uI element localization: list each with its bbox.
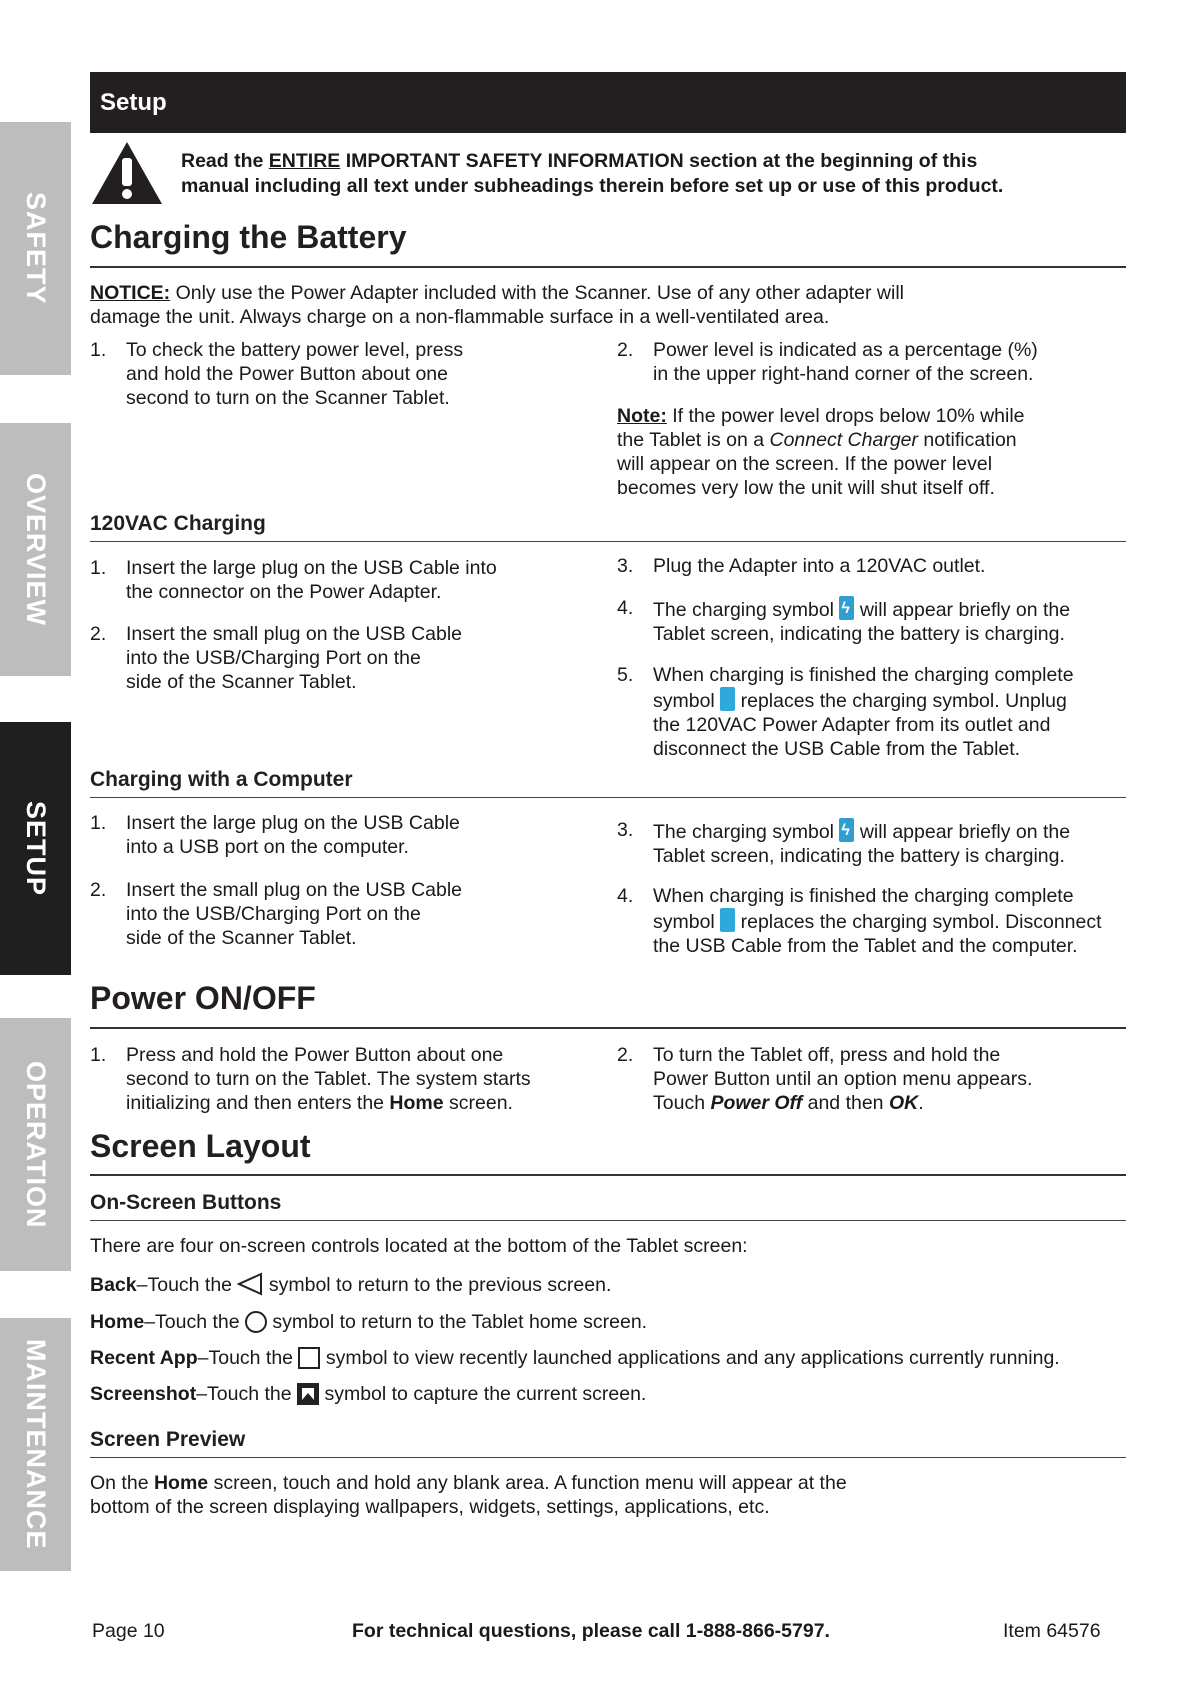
text-fragment: The charging symbol xyxy=(653,821,840,843)
text-fragment: Home xyxy=(153,1472,209,1494)
list-item-number: 2. xyxy=(617,1044,634,1066)
tab-maintenance[interactable] xyxy=(0,1318,71,1571)
divider xyxy=(90,266,1126,268)
text-fragment: initializing and then enters the xyxy=(126,1092,390,1114)
heading-charging-battery: Charging the Battery xyxy=(90,219,407,255)
heading-screen-preview: Screen Preview xyxy=(90,1428,246,1451)
note-line3: will appear on the screen. If the power level xyxy=(617,453,993,475)
divider xyxy=(90,1027,1126,1029)
tab-operation-label: OPERATION xyxy=(21,1060,51,1229)
tab-operation[interactable] xyxy=(0,1018,71,1271)
list-item-line: Power Button until an option menu appears. xyxy=(653,1068,1033,1090)
list-item-number: 4. xyxy=(617,885,634,907)
list-item-line: Tablet screen, indicating the battery is charging. xyxy=(653,623,1065,645)
tab-setup[interactable] xyxy=(0,722,71,975)
list-item-line: in the upper right-hand corner of the screen. xyxy=(653,363,1034,385)
list-item-line: Power level is indicated as a percentage (%) xyxy=(653,339,1038,361)
list-item-line: second to turn on the Tablet. The system starts xyxy=(126,1068,531,1090)
text-fragment: will appear briefly on the xyxy=(854,599,1071,621)
text-fragment: –Touch the xyxy=(136,1274,238,1296)
text-fragment: and then xyxy=(802,1092,889,1114)
text-fragment: Touch xyxy=(653,1092,711,1114)
list-item-line: When charging is finished the charging complete xyxy=(653,885,1074,907)
heading-computer-charging: Charging with a Computer xyxy=(90,768,353,791)
list-item-line: second to turn on the Scanner Tablet. xyxy=(126,387,450,409)
notice-paragraph xyxy=(90,281,1120,329)
note-line2a: the Tablet is on a xyxy=(617,429,770,451)
text-fragment: replaces the charging symbol. Unplug xyxy=(735,690,1067,712)
text-fragment: The charging symbol xyxy=(653,599,840,621)
text-fragment: symbol to view recently launched applications and any applications currently running. xyxy=(320,1347,1060,1369)
tab-maintenance-label: MAINTENANCE xyxy=(21,1339,51,1550)
recent-app-label: Recent App xyxy=(90,1347,198,1369)
recent-app-square-icon xyxy=(298,1347,320,1369)
text-fragment: On the xyxy=(90,1472,154,1494)
list-item-number: 2. xyxy=(617,339,634,361)
list-item-line xyxy=(653,596,1070,622)
notice-line2: damage the unit. Always charge on a non-flammable surface in a well-ventilated area. xyxy=(90,306,830,328)
warning-text-entire: ENTIRE xyxy=(268,150,341,172)
list-item-line xyxy=(126,1091,531,1115)
text-fragment: symbol xyxy=(653,690,721,712)
list-item-number: 5. xyxy=(617,664,634,686)
tab-overview-label: OVERVIEW xyxy=(21,472,51,627)
warning-text-post: IMPORTANT SAFETY INFORMATION section at the beginning of this xyxy=(340,150,978,172)
text-fragment: symbol to return to the previous screen. xyxy=(263,1274,612,1296)
list-item-number: 1. xyxy=(90,557,107,579)
footer-item-number: Item 64576 xyxy=(1003,1620,1101,1642)
text-fragment: Power Off xyxy=(710,1092,803,1114)
text-fragment: –Touch the xyxy=(144,1311,246,1333)
list-item-line: When charging is finished the charging complete xyxy=(653,664,1074,686)
divider xyxy=(90,1457,1126,1458)
home-circle-icon xyxy=(245,1311,267,1333)
tab-safety-label: SAFETY xyxy=(21,192,51,305)
text-fragment: bottom of the screen displaying wallpapers, widgets, settings, applications, etc. xyxy=(90,1496,770,1518)
screenshot-label: Screenshot xyxy=(90,1383,197,1405)
footer-page-number: Page 10 xyxy=(92,1620,165,1642)
text-fragment: –Touch the xyxy=(197,1347,299,1369)
tab-safety[interactable] xyxy=(0,122,71,375)
text-fragment: . xyxy=(918,1092,924,1114)
text-fragment: will appear briefly on the xyxy=(854,821,1071,843)
list-item-line: disconnect the USB Cable from the Tablet. xyxy=(653,738,1021,760)
section-header-title: Setup xyxy=(100,89,167,116)
note-paragraph xyxy=(617,404,1127,500)
warning-text-pre: Read the xyxy=(181,150,269,172)
recent-app-description xyxy=(90,1346,1130,1370)
list-item-line xyxy=(653,908,1102,934)
list-item-line: into the USB/Charging Port on the xyxy=(126,647,421,669)
notice-line1: Only use the Power Adapter included with the Scanner. Use of any other adapter will xyxy=(170,282,905,304)
heading-onscreen-buttons: On-Screen Buttons xyxy=(90,1191,282,1214)
list-item-line: To check the battery power level, press xyxy=(126,339,464,361)
warning-icon xyxy=(90,140,164,206)
screenshot-description xyxy=(90,1382,646,1406)
list-item-line: the 120VAC Power Adapter from its outlet and xyxy=(653,714,1051,736)
safety-warning xyxy=(181,149,1121,199)
heading-power: Power ON/OFF xyxy=(90,980,316,1016)
note-line2c: notification xyxy=(918,429,1017,451)
text-fragment: replaces the charging symbol. Disconnect xyxy=(735,911,1102,933)
text-fragment: screen, touch and hold any blank area. A function menu will appear at the xyxy=(208,1472,847,1494)
list-item-line: Insert the large plug on the USB Cable into xyxy=(126,557,497,579)
text-fragment: –Touch the xyxy=(196,1383,298,1405)
list-item-line: into a USB port on the computer. xyxy=(126,836,409,858)
note-label: Note: xyxy=(617,405,667,427)
divider xyxy=(90,541,1126,542)
list-item-line: Insert the small plug on the USB Cable xyxy=(126,623,463,645)
list-item-number: 1. xyxy=(90,1044,107,1066)
note-line4: becomes very low the unit will shut itself off. xyxy=(617,477,995,499)
list-item-number: 3. xyxy=(617,555,634,577)
list-item-number: 2. xyxy=(90,879,107,901)
text-fragment: symbol to capture the current screen. xyxy=(319,1383,647,1405)
charging-icon xyxy=(839,818,854,842)
back-description xyxy=(90,1272,611,1297)
list-item-line: the connector on the Power Adapter. xyxy=(126,581,442,603)
tab-overview[interactable] xyxy=(0,423,71,676)
screenshot-image-icon xyxy=(297,1383,319,1405)
notice-label: NOTICE: xyxy=(90,282,171,304)
list-item-line: To turn the Tablet off, press and hold the xyxy=(653,1044,1001,1066)
text-fragment: symbol to return to the Tablet home screen. xyxy=(267,1311,648,1333)
list-item-line: side of the Scanner Tablet. xyxy=(126,927,357,949)
list-item-line: into the USB/Charging Port on the xyxy=(126,903,421,925)
note-line1: If the power level drops below 10% while xyxy=(666,405,1025,427)
back-label: Back xyxy=(90,1274,137,1296)
footer-phone: For technical questions, please call 1-888-866-5797. xyxy=(352,1620,830,1642)
buttons-intro: There are four on-screen controls located at the bottom of the Tablet screen: xyxy=(90,1235,748,1257)
text-fragment: symbol xyxy=(653,911,721,933)
list-item-line: side of the Scanner Tablet. xyxy=(126,671,357,693)
section-header xyxy=(90,72,1126,133)
divider xyxy=(90,1220,1126,1221)
list-item-number: 4. xyxy=(617,597,634,619)
charging-icon xyxy=(839,596,854,620)
back-triangle-icon xyxy=(237,1272,263,1296)
home-label: Home xyxy=(90,1311,145,1333)
note-line2b: Connect Charger xyxy=(769,429,918,451)
list-item-line: the USB Cable from the Tablet and the computer. xyxy=(653,935,1078,957)
list-item-line xyxy=(653,687,1074,713)
text-fragment: OK xyxy=(888,1092,919,1114)
list-item-line: Press and hold the Power Button about one xyxy=(126,1044,504,1066)
home-description xyxy=(90,1310,647,1334)
heading-screen-layout: Screen Layout xyxy=(90,1128,311,1164)
charging-complete-icon xyxy=(720,687,735,711)
list-item-line: Tablet screen, indicating the battery is charging. xyxy=(653,845,1065,867)
list-item-line: Insert the small plug on the USB Cable xyxy=(126,879,463,901)
list-item-line xyxy=(653,1091,1032,1115)
list-item-number: 2. xyxy=(90,623,107,645)
list-item-line: Plug the Adapter into a 120VAC outlet. xyxy=(653,555,986,577)
charging-complete-icon xyxy=(720,908,735,932)
divider xyxy=(90,797,1126,798)
list-item-line: and hold the Power Button about one xyxy=(126,363,448,385)
list-item-number: 1. xyxy=(90,339,107,361)
preview-paragraph xyxy=(90,1471,1120,1519)
list-item-line xyxy=(653,818,1070,844)
list-item-number: 1. xyxy=(90,812,107,834)
divider xyxy=(90,1174,1126,1176)
heading-120vac: 120VAC Charging xyxy=(90,512,266,535)
list-item-number: 3. xyxy=(617,819,634,841)
warning-text-line2: manual including all text under subheadings therein before set up or use of this product. xyxy=(181,175,1004,197)
list-item-line: Insert the large plug on the USB Cable xyxy=(126,812,460,834)
tab-setup-label: SETUP xyxy=(21,800,51,897)
text-fragment: Home xyxy=(389,1092,444,1114)
text-fragment: screen. xyxy=(443,1092,513,1114)
